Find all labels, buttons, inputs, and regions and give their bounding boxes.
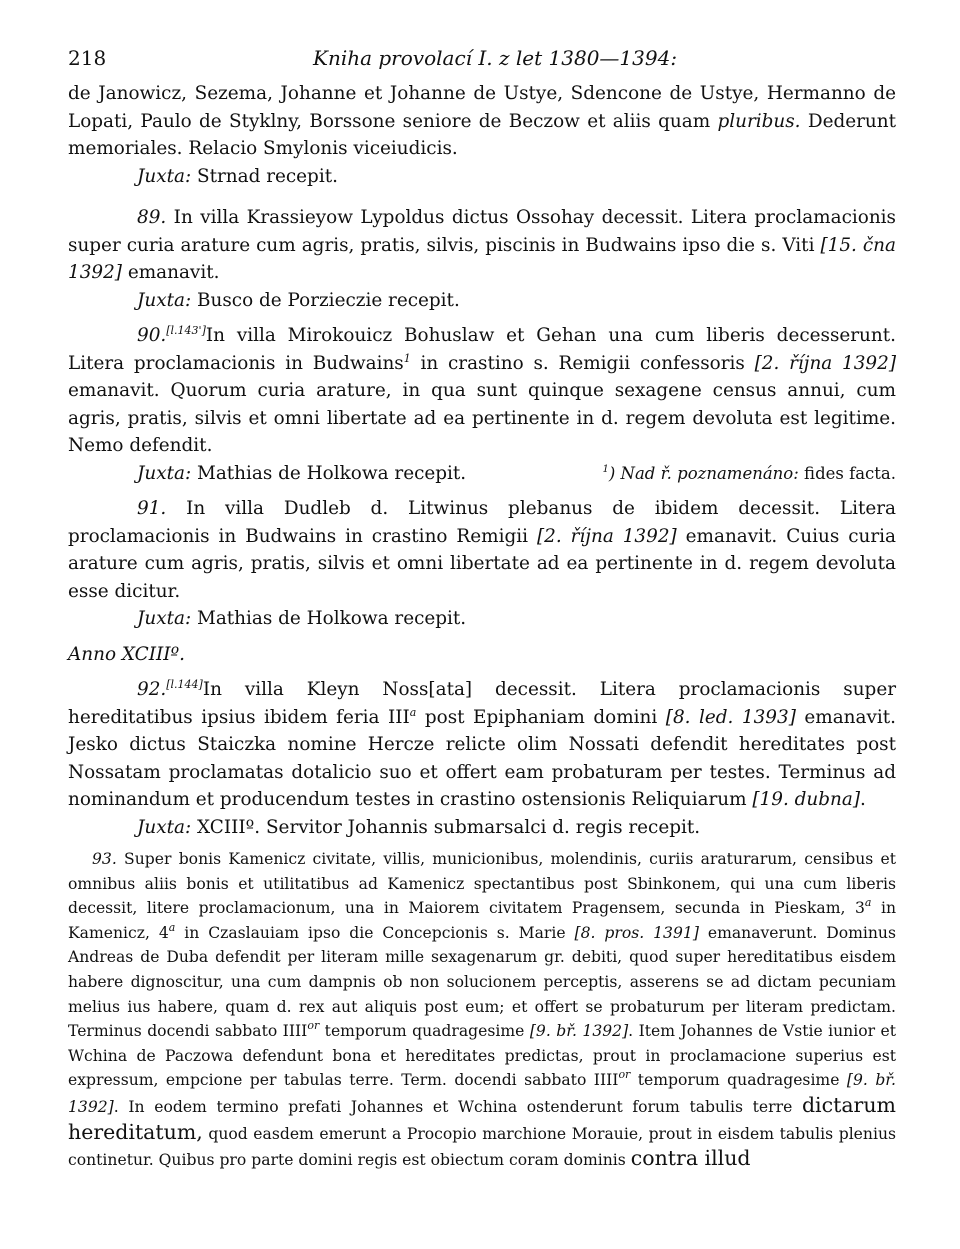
footnote-ref: 1 bbox=[403, 351, 411, 365]
editorial-date: [2. října 1392] bbox=[754, 352, 896, 374]
editorial-date: [2. října 1392] bbox=[536, 525, 677, 547]
continued-entry: de Janowicz, Sezema, Johanne et Johanne de Ustye, Sdencone de Ustye, Hermanno de Lopati, Paulo de Styklny, Borssone seniore de Beczow et aliis quam pluribus. Dederunt memoriales. Relacio Smylonis viceiudicis. bbox=[68, 83, 896, 159]
juxta-line: Juxta: XCIIIº. Servitor Johannis submarsalci d. regis recepit. bbox=[137, 816, 701, 838]
year-heading: Anno XCIIIº. bbox=[68, 643, 186, 665]
juxta-line: Juxta: Mathias de Holkowa recepit. bbox=[137, 608, 467, 629]
editorial-date: [19. dubna] bbox=[752, 789, 861, 810]
page-header bbox=[68, 40, 896, 80]
entry-number: 89. bbox=[137, 207, 167, 228]
editorial-date: [15. čna 1392] bbox=[68, 234, 896, 283]
editorial-date: [8. led. 1393] bbox=[665, 706, 796, 728]
entry-92: 92.[l.144]In villa Kleyn Noss[ata] decessit. Litera proclamacionis super hereditatibus ipsius ibidem feria III$^a$ post Epiphaniam domini [8. led. 1393] emanavit. Jesko dictus Staiczka nomine Hercze relicte olim Nossati defendit hereditates post Nossatam proclamatas dotalicio suo et offert eam probaturam per testes. Terminus ad nominandum et producendum testes in crastino ostensionis Reliquiarum [19. dubna]. bbox=[68, 678, 896, 810]
entry-90: 90.[l.143']In villa Mirokouicz Bohuslaw et Gehan una cum liberis decesserunt. Litera proclamacionis in Budwains$^1$ in crastino s. Remigii confessoris [2. října 1392] emanavit. Quorum curia arature, in qua sunt quinque sexagene census annui, cum agris, pratis, silvis et omni libertate ad ea pertinente in d. regem devoluta est legitime. Nemo defendit. bbox=[68, 324, 896, 456]
juxta-line: Juxta: Busco de Porzieczie recepit. bbox=[137, 289, 460, 311]
folio-mark: [l.143'] bbox=[166, 324, 206, 337]
page-number: 218 bbox=[68, 46, 107, 70]
juxta-line-with-footnote: Juxta: Mathias de Holkowa recepit. $^1$) Nad ř. poznamenáno: fides facta. bbox=[68, 460, 896, 488]
editorial-date: [9. bř. 1392] bbox=[68, 1071, 897, 1116]
book-page bbox=[68, 40, 896, 1173]
small-print-entry bbox=[68, 847, 896, 1173]
main-text bbox=[68, 80, 896, 841]
entry-91: 91. In villa Dudleb d. Litwinus plebanus de ibidem decessit. Litera proclamacionis in Budwains in crastino Remigii [2. října 1392] emanavit. Cuius curia arature cum agris, pratis, silvis et omni libertate ad ea pertinente in d. regem devoluta esse dicitur. bbox=[68, 498, 896, 602]
running-head: Kniha provolací I. z let 1380—1394: bbox=[313, 46, 678, 70]
entry-number: 90. bbox=[137, 325, 167, 346]
editorial-date: [9. bř. 1392] bbox=[529, 1022, 629, 1041]
entry-number: 93. bbox=[92, 850, 117, 868]
entry-number: 91. bbox=[137, 498, 167, 519]
folio-mark: [l.144] bbox=[166, 678, 203, 691]
entry-number: 92. bbox=[137, 679, 167, 700]
entry-89: 89. In villa Krassieyow Lypoldus dictus Ossohay decessit. Litera proclamacionis super curia arature cum agris, pratis, silvis, piscinis in Budwains ipso die s. Viti [15. čna 1392] emanavit. bbox=[68, 207, 896, 283]
footnote: $^1$) Nad ř. poznamenáno: fides facta. bbox=[602, 463, 896, 483]
editorial-date: [8. pros. 1391] bbox=[574, 923, 699, 942]
entry-93: 93. Super bonis Kamenicz civitate, villis, municionibus, molendinis, curiis araturarum, censibus et omnibus aliis bonis et utilitatibus ad Kamenicz spectantibus post Sbinkonem, qui una cum liberis decessit, litere proclamacionum, una in Maiorem civitatem Pragensem, secunda in Pieskam, 3$^a$ in Kamenicz, 4$^a$ in Czaslauiam ipso die Concepcionis s. Marie [8. pros. 1391] emanaverunt. Dominus Andreas de Duba defendit per literam mille sexagenarum gr. debiti, quod super hereditatibus eisdem habere dignoscitur, una cum dampnis ob non solucionem perceptis, asserens se ad dictam pecuniam melius ius habere, quam d. rex aut aliquis post eum; et offert se probaturum per literam predictam. Terminus docendi sabbato $IIII^{or}$ temporum quadragesime [9. bř. 1392]. Item Johannes de Vstie iunior et Wchina de Paczowa defendunt bona et hereditates predictas, prout in proclamacione superius est expressum, empcione per tabulas terre. Term. docendi sabbato $IIII^{or}$ temporum quadragesime [9. bř. 1392]. In eodem termino prefati Johannes et Wchina ostenderunt forum tabulis terre dictarum hereditatum, quod easdem emerunt a Procopio marchione Morauie, prout in eisdem tabulis plenius continetur. Quibus pro parte domini regis est obiectum coram dominis contra illud bbox=[68, 850, 897, 1171]
juxta-line: Juxta: Strnad recepit. bbox=[137, 165, 338, 187]
